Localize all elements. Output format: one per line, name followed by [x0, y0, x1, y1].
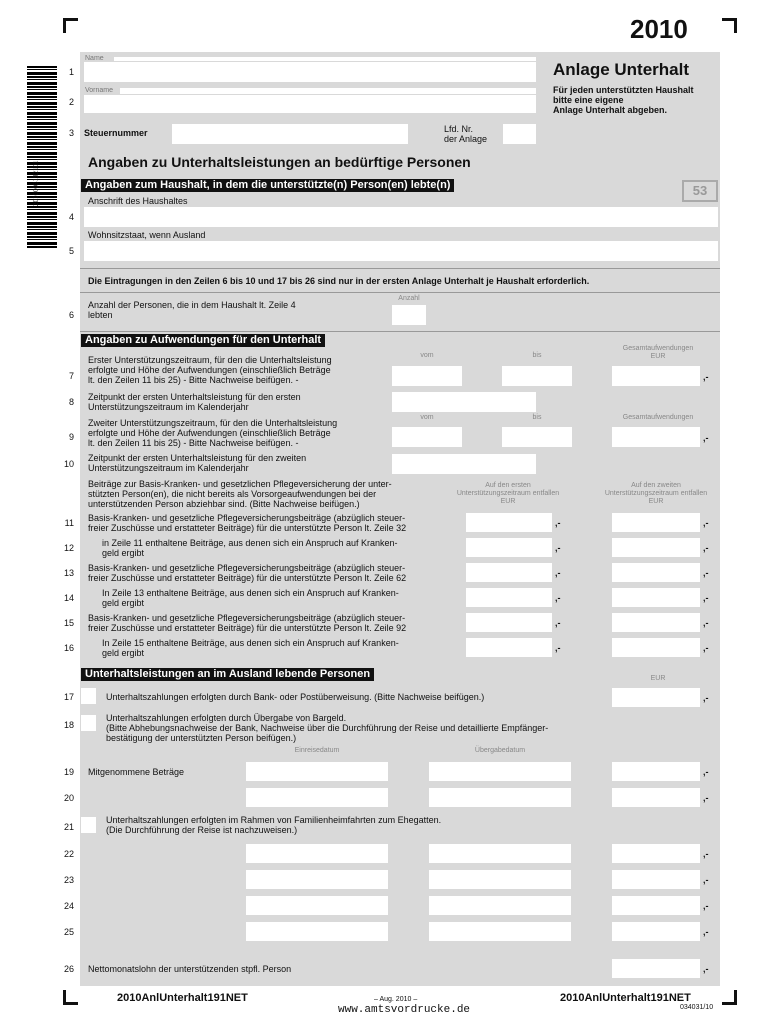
line-number: 24 [63, 901, 74, 911]
line8-text: Zeitpunkt der ersten Unterhaltsleistung für den ersten Unterstützungszeitraum im Kalenderjahr [88, 392, 301, 412]
cents-mark: ,- [703, 568, 709, 578]
line-number: 17 [63, 692, 74, 702]
line-number: 12 [63, 543, 74, 553]
col-erster-caption: Auf den ersten Unterstützungszeitraum entfallen EUR [456, 482, 560, 505]
line-number: 21 [63, 822, 74, 832]
footer-date: – Aug. 2010 – [374, 996, 418, 1003]
steuernummer-input[interactable] [172, 124, 408, 144]
line20-uebergabe-input[interactable] [429, 788, 571, 807]
line21-checkbox[interactable] [81, 817, 96, 833]
vorname-label: Vorname [85, 87, 114, 94]
gesamt-caption: Gesamtaufwendungen [622, 414, 694, 421]
line23-uebergabe-input[interactable] [429, 870, 571, 889]
line21-text: Unterhaltszahlungen erfolgten im Rahmen von Familienheimfahrten zum Ehegatten. (Die Durchführung der Reise ist nachzuweisen.) [106, 815, 442, 835]
cents-mark: ,- [555, 618, 561, 628]
line12-zweiter-input[interactable] [612, 538, 700, 557]
line-number: 22 [63, 849, 74, 859]
line23-einreise-input[interactable] [246, 870, 388, 889]
line-number: 1 [68, 67, 74, 77]
line11-zweiter-input[interactable] [612, 513, 700, 532]
line20-amount-input[interactable] [612, 788, 700, 807]
cents-mark: ,- [555, 568, 561, 578]
anschrift-input[interactable] [84, 207, 718, 227]
eur-caption: EUR [650, 675, 666, 682]
line7-vom-input[interactable] [392, 366, 462, 386]
cents-mark: ,- [703, 901, 709, 911]
cents-mark: ,- [703, 767, 709, 777]
footer-right-code: 2010AnlUnterhalt191NET [560, 992, 691, 1004]
line19-amount-input[interactable] [612, 762, 700, 781]
line16-zweiter-input[interactable] [612, 638, 700, 657]
cents-mark: ,- [555, 543, 561, 553]
lfd-nr-input[interactable] [503, 124, 536, 144]
form-title: Anlage Unterhalt [553, 60, 690, 79]
line-number: 14 [63, 593, 74, 603]
divider [80, 268, 720, 269]
main-heading: Angaben zu Unterhaltsleistungen an bedürftige Personen [88, 154, 471, 170]
divider [80, 331, 720, 332]
line-number: 8 [68, 397, 74, 407]
cents-mark: ,- [703, 593, 709, 603]
line-number: 5 [68, 246, 74, 256]
vorname-label-strip [120, 88, 536, 94]
cents-mark: ,- [703, 543, 709, 553]
line14-text: In Zeile 13 enthaltene Beiträge, aus denen sich ein Anspruch auf Kranken- geld ergibt [102, 588, 399, 608]
cents-mark: ,- [703, 793, 709, 803]
line13-text: Basis-Kranken- und gesetzliche Pflegeversicherungsbeiträge (abzüglich steuer- freier Zuschüsse und erstatteter Beiträge) für die unterstützte Person lt. Zeile 62 [88, 563, 407, 583]
footer-form-number: 034031/10 [680, 1004, 714, 1011]
line-number: 16 [63, 643, 74, 653]
col-zweiter-caption: Auf den zweiten Unterstützungszeitraum entfallen EUR [604, 482, 708, 505]
cents-mark: ,- [703, 518, 709, 528]
cents-mark: ,- [555, 593, 561, 603]
vom-caption: vom [420, 352, 434, 359]
line15-zweiter-input[interactable] [612, 613, 700, 632]
line9-text: Zweiter Unterstützungszeitraum, für den die Unterhaltsleistung erfolgte und Höhe der Aufwendungen (einschließlich Beträge lt. den Zeilen 11 bis 25) - Bitte Nachweise beifügen. - [88, 418, 338, 448]
vom-caption: vom [420, 414, 434, 421]
cents-mark: ,- [703, 964, 709, 974]
line11-text: Basis-Kranken- und gesetzliche Pflegeversicherungsbeiträge (abzüglich steuer- freier Zuschüsse und erstatteter Beiträge) für die unterstützte Person lt. Zeile 32 [88, 513, 407, 533]
corner-mark-top-left [63, 18, 78, 33]
line15-erster-input[interactable] [466, 613, 552, 632]
line-number: 20 [63, 793, 74, 803]
line6-text: Anzahl der Personen, die in dem Haushalt lt. Zeile 4 lebten [88, 300, 296, 320]
bis-caption: bis [532, 414, 542, 421]
line-number: 15 [63, 618, 74, 628]
cents-mark: ,- [703, 693, 709, 703]
steuernummer-label: Steuernummer [84, 128, 148, 138]
line7-bis-input[interactable] [502, 366, 572, 386]
line26-amount-input[interactable] [612, 959, 700, 978]
line19-uebergabe-input[interactable] [429, 762, 571, 781]
line24-amount-input[interactable] [612, 896, 700, 915]
anzahl-personen-input[interactable] [392, 305, 426, 325]
line24-uebergabe-input[interactable] [429, 896, 571, 915]
line-number: 3 [68, 128, 74, 138]
line8-date-input[interactable] [392, 392, 536, 412]
line7-amount-input[interactable] [612, 366, 700, 386]
barcode-number: 2010003192101 [32, 160, 40, 206]
line17-text: Unterhaltszahlungen erfolgten durch Bank- oder Postüberweisung. (Bitte Nachweise beifügen.) [106, 692, 485, 702]
section-ausland-heading: Unterhaltsleistungen an im Ausland lebende Personen [81, 668, 374, 681]
line18-text: Unterhaltszahlungen erfolgten durch Übergabe von Bargeld. (Bitte Abhebungsnachweise der Bank, Nachweise über die Durchführung der Reise und detaillierte Empfänger- bestätigung der unterstützten Person beifügen.) [106, 713, 549, 743]
line10-date-input[interactable] [392, 454, 536, 474]
line19-einreise-input[interactable] [246, 762, 388, 781]
line9-amount-input[interactable] [612, 427, 700, 447]
line9-bis-input[interactable] [502, 427, 572, 447]
line-number: 11 [64, 518, 74, 528]
note-text: Die Eintragungen in den Zeilen 6 bis 10 und 17 bis 26 sind nur in der ersten Anlage Unterhalt je Haushalt erforderlich. [88, 276, 590, 286]
line14-erster-input[interactable] [466, 588, 552, 607]
cents-mark: ,- [703, 927, 709, 937]
line23-amount-input[interactable] [612, 870, 700, 889]
cents-mark: ,- [703, 618, 709, 628]
line19-text: Mitgenommene Beträge [88, 767, 185, 777]
line12-text: in Zeile 11 enthaltene Beiträge, aus denen sich ein Anspruch auf Kranken- geld ergibt [102, 538, 398, 558]
line16-erster-input[interactable] [466, 638, 552, 657]
anschrift-label: Anschrift des Haushaltes [88, 196, 188, 206]
corner-mark-bottom-right [722, 990, 737, 1005]
lfd-nr-label: Lfd. Nr. der Anlage [444, 124, 488, 144]
line-number: 7 [68, 371, 74, 381]
line-number: 26 [63, 964, 74, 974]
line-number: 6 [68, 310, 74, 320]
name-label: Name [85, 55, 104, 62]
cents-mark: ,- [703, 643, 709, 653]
bis-caption: bis [532, 352, 542, 359]
line-number: 9 [68, 432, 74, 442]
line22-amount-input[interactable] [612, 844, 700, 863]
line22-uebergabe-input[interactable] [429, 844, 571, 863]
line11-erster-input[interactable] [466, 513, 552, 532]
line12-erster-input[interactable] [466, 538, 552, 557]
line25-einreise-input[interactable] [246, 922, 388, 941]
uebergabe-caption: Übergabedatum [474, 747, 526, 754]
wohnsitz-label: Wohnsitzstaat, wenn Ausland [88, 230, 206, 240]
line15-text: Basis-Kranken- und gesetzliche Pflegeversicherungsbeiträge (abzüglich steuer- freier Zuschüsse und erstatteter Beiträge) für die unterstützte Person lt. Zeile 92 [88, 613, 407, 633]
cents-mark: ,- [555, 518, 561, 528]
corner-mark-top-right [722, 18, 737, 33]
section-haushalt-heading: Angaben zum Haushalt, in dem die unterstützte(n) Person(en) lebte(n) [81, 179, 454, 192]
code-53-badge: 53 [682, 180, 718, 202]
wohnsitz-input[interactable] [84, 241, 718, 261]
form-year: 2010 [630, 14, 688, 44]
line17-checkbox[interactable] [81, 688, 96, 704]
anzahl-caption: Anzahl [398, 295, 420, 302]
line-number: 18 [63, 720, 74, 730]
line-number: 2 [68, 97, 74, 107]
footer-left-code: 2010AnlUnterhalt191NET [117, 992, 248, 1004]
footer-website[interactable]: www.amtsvordrucke.de [338, 1004, 471, 1016]
line9-vom-input[interactable] [392, 427, 462, 447]
divider [80, 292, 720, 293]
line-number: 19 [63, 767, 74, 777]
line25-uebergabe-input[interactable] [429, 922, 571, 941]
line18-checkbox[interactable] [81, 715, 96, 731]
line-number: 13 [63, 568, 74, 578]
line14-zweiter-input[interactable] [612, 588, 700, 607]
einreise-caption: Einreisedatum [294, 747, 340, 754]
gesamt-caption: Gesamtaufwendungen EUR [622, 345, 694, 360]
line17-amount-input[interactable] [612, 688, 700, 707]
line13-zweiter-input[interactable] [612, 563, 700, 582]
cents-mark: ,- [703, 849, 709, 859]
line7-text: Erster Unterstützungszeitraum, für den die Unterhaltsleistung erfolgte und Höhe der Aufwendungen (einschließlich Beträge lt. den Zeilen 11 bis 25) - Bitte Nachweise beifügen. - [88, 355, 332, 385]
vorname-input[interactable] [84, 95, 536, 113]
line20-einreise-input[interactable] [246, 788, 388, 807]
line-number: 23 [63, 875, 74, 885]
cents-mark: ,- [555, 643, 561, 653]
line-number: 10 [63, 459, 74, 469]
name-input[interactable] [84, 62, 536, 82]
line22-einreise-input[interactable] [246, 844, 388, 863]
line10-text: Zeitpunkt der ersten Unterhaltsleistung für den zweiten Unterstützungszeitraum im Kalenderjahr [88, 453, 307, 473]
cents-mark: ,- [703, 433, 709, 443]
line24-einreise-input[interactable] [246, 896, 388, 915]
line25-amount-input[interactable] [612, 922, 700, 941]
form-subtitle: Für jeden unterstützten Haushalt bitte eine eigene Anlage Unterhalt abgeben. [553, 85, 694, 115]
line16-text: In Zeile 15 enthaltene Beiträge, aus denen sich ein Anspruch auf Kranken- geld ergibt [102, 638, 399, 658]
line26-text: Nettomonatslohn der unterstützenden stpfl. Person [88, 964, 292, 974]
cents-mark: ,- [703, 875, 709, 885]
kv-intro-text: Beiträge zur Basis-Kranken- und gesetzlichen Pflegeversicherung der unter- stützten Person(en), die nicht bereits als Vorsorgeaufwendungen bei der unterstützenden Person abziehbar sind. (Bitte Nachweise beifügen.) [88, 479, 392, 509]
line13-erster-input[interactable] [466, 563, 552, 582]
section-aufwendungen-heading: Angaben zu Aufwendungen für den Unterhalt [81, 334, 325, 347]
name-label-strip [114, 57, 536, 61]
line-number: 4 [68, 212, 74, 222]
corner-mark-bottom-left [63, 990, 78, 1005]
line-number: 25 [63, 927, 74, 937]
cents-mark: ,- [703, 372, 709, 382]
